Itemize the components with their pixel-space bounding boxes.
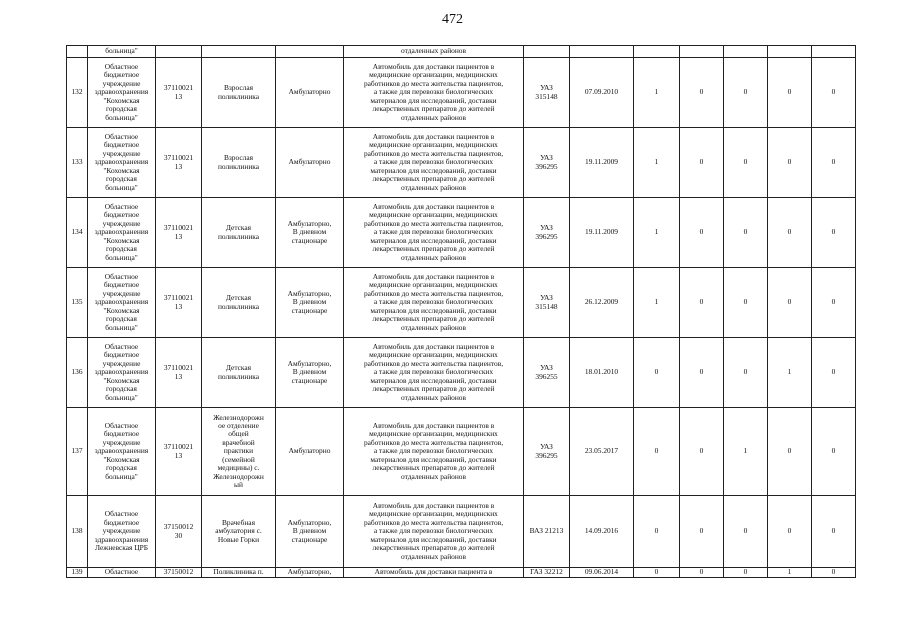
cell-date-text: 19.11.2009 [585, 158, 618, 167]
cell-count-5-text: 0 [831, 298, 836, 307]
cell-count-2 [680, 268, 724, 338]
cell-count-4-text: 1 [787, 568, 792, 577]
cell-institution [88, 198, 156, 268]
cell-vehicle-text: УАЗ 315148 [535, 84, 558, 101]
cell-purpose [344, 408, 524, 496]
cell-number [67, 46, 88, 58]
cell-count-5 [812, 198, 856, 268]
cell-care-type [276, 568, 344, 578]
cell-count-3 [724, 198, 768, 268]
cell-institution-text: Областное бюджетное учреждение здравоохранения "Кохомская городская больница" [94, 203, 149, 262]
cell-institution [88, 46, 156, 58]
cell-count-4 [768, 408, 812, 496]
cell-count-5-text: 0 [831, 228, 836, 237]
cell-institution-text: Областное [104, 568, 139, 577]
cell-purpose-text: Автомобиль для доставки пациентов в медицинские организации, медицинских работников до места жительства пациентов, а также для перевозки биологических материалов для исследований, доставки лекарственных препаратов до жителей отдаленных районов [363, 203, 504, 262]
cell-count-5 [812, 58, 856, 128]
cell-date [570, 338, 634, 408]
cell-number-text: 133 [71, 158, 83, 167]
cell-subdivision [202, 268, 276, 338]
cell-care-type [276, 408, 344, 496]
cell-vehicle-text: УАЗ 315148 [535, 294, 558, 311]
cell-institution [88, 128, 156, 198]
cell-vehicle-text: ГАЗ 32212 [530, 568, 563, 577]
cell-count-1-text: 1 [654, 298, 659, 307]
cell-count-2 [680, 568, 724, 578]
cell-number [67, 338, 88, 408]
cell-subdivision-text: Детская поликлиника [217, 294, 260, 311]
cell-vehicle [524, 128, 570, 198]
cell-count-3-text: 0 [743, 228, 748, 237]
cell-date [570, 58, 634, 128]
cell-number [67, 568, 88, 578]
cell-count-3 [724, 128, 768, 198]
vehicle-registry-table [66, 45, 856, 578]
table-row [67, 268, 856, 338]
cell-date-text: 26.12.2009 [584, 298, 619, 307]
cell-count-5 [812, 568, 856, 578]
cell-count-1-text: 0 [654, 447, 659, 456]
cell-number-text: 136 [71, 368, 83, 377]
cell-count-5 [812, 338, 856, 408]
cell-institution-text: Областное бюджетное учреждение здравоохранения "Кохомская городская больница" [94, 273, 149, 332]
table-row [67, 338, 856, 408]
cell-purpose [344, 268, 524, 338]
cell-count-2 [680, 198, 724, 268]
cell-code-text: 37110021 13 [163, 224, 194, 241]
cell-count-1 [634, 496, 680, 568]
cell-purpose-text: Автомобиль для доставки пациента в [374, 568, 493, 577]
cell-date [570, 568, 634, 578]
cell-code [156, 198, 202, 268]
cell-care-type-text: Амбулаторно [288, 158, 331, 167]
cell-institution-text: Областное бюджетное учреждение здравоохранения Лежневская ЦРБ [94, 510, 149, 553]
cell-date [570, 46, 634, 58]
cell-date [570, 198, 634, 268]
cell-institution-text: Областное бюджетное учреждение здравоохранения "Кохомская городская больница" [94, 133, 149, 192]
cell-count-2 [680, 128, 724, 198]
cell-date-text: 09.06.2014 [584, 568, 619, 577]
cell-count-4 [768, 46, 812, 58]
cell-count-4 [768, 568, 812, 578]
cell-institution-text: Областное бюджетное учреждение здравоохранения "Кохомская городская больница" [94, 422, 149, 481]
cell-count-4-text: 0 [787, 158, 792, 167]
cell-institution [88, 568, 156, 578]
cell-purpose-text: Автомобиль для доставки пациентов в медицинские организации, медицинских работников до места жительства пациентов, а также для перевозки биологических материалов для исследований, доставки лекарственных препаратов до жителей отдаленных районов [363, 502, 504, 561]
cell-count-4 [768, 58, 812, 128]
cell-vehicle-text: УАЗ 396255 [535, 364, 558, 381]
cell-number-text: 132 [71, 88, 83, 97]
cell-count-2 [680, 408, 724, 496]
cell-code [156, 46, 202, 58]
cell-number [67, 58, 88, 128]
cell-care-type [276, 128, 344, 198]
cell-care-type [276, 338, 344, 408]
cell-care-type [276, 198, 344, 268]
cell-vehicle [524, 46, 570, 58]
cell-count-3 [724, 268, 768, 338]
cell-code [156, 496, 202, 568]
cell-purpose-text: Автомобиль для доставки пациентов в медицинские организации, медицинских работников до места жительства пациентов, а также для перевозки биологических материалов для исследований, доставки лекарственных препаратов до жителей отдаленных районов [363, 133, 504, 192]
cell-vehicle [524, 198, 570, 268]
cell-code [156, 128, 202, 198]
cell-count-3-text: 1 [743, 447, 748, 456]
cell-purpose [344, 568, 524, 578]
cell-count-1 [634, 198, 680, 268]
cell-subdivision [202, 128, 276, 198]
cell-count-3 [724, 496, 768, 568]
cell-count-1-text: 1 [654, 228, 659, 237]
cell-count-3-text: 0 [743, 527, 748, 536]
cell-count-5-text: 0 [831, 527, 836, 536]
cell-count-5 [812, 496, 856, 568]
cell-count-1-text: 1 [654, 88, 659, 97]
cell-count-3 [724, 58, 768, 128]
cell-subdivision [202, 568, 276, 578]
table-row-fragment [67, 46, 856, 58]
cell-count-3 [724, 568, 768, 578]
cell-count-2 [680, 338, 724, 408]
cell-date [570, 408, 634, 496]
cell-count-4-text: 0 [787, 228, 792, 237]
table-row [67, 58, 856, 128]
cell-purpose [344, 46, 524, 58]
cell-number-text: 138 [71, 527, 83, 536]
cell-count-2-text: 0 [699, 158, 704, 167]
cell-count-3-text: 0 [743, 88, 748, 97]
cell-code [156, 268, 202, 338]
cell-count-5 [812, 268, 856, 338]
cell-count-5 [812, 46, 856, 58]
cell-count-3 [724, 46, 768, 58]
cell-count-1 [634, 268, 680, 338]
cell-subdivision-text: Железнодорожн ое отделение общей врачебной практики (семейной медицины) с. Железнодорожн ый [213, 413, 264, 489]
cell-subdivision-text: Детская поликлиника [217, 224, 260, 241]
cell-care-type-text: Амбулаторно, В дневном стационаре [287, 359, 332, 385]
cell-care-type-text: Амбулаторно, [287, 568, 332, 577]
cell-count-1 [634, 568, 680, 578]
cell-count-2-text: 0 [699, 228, 704, 237]
cell-number [67, 496, 88, 568]
cell-care-type [276, 58, 344, 128]
table-body [67, 46, 856, 578]
table-row [67, 496, 856, 568]
cell-count-4-text: 1 [787, 368, 792, 377]
cell-count-1-text: 1 [654, 158, 659, 167]
cell-vehicle-text: УАЗ 396295 [535, 154, 558, 171]
cell-count-4 [768, 128, 812, 198]
cell-count-3 [724, 338, 768, 408]
cell-institution [88, 58, 156, 128]
table-row [67, 568, 856, 578]
table-row [67, 198, 856, 268]
cell-count-2-text: 0 [699, 298, 704, 307]
cell-vehicle-text: УАЗ 396295 [535, 443, 558, 460]
cell-count-2-text: 0 [699, 527, 704, 536]
cell-subdivision-text: Взрослая поликлиника [217, 154, 260, 171]
cell-code-text: 37110021 13 [163, 294, 194, 311]
cell-count-3 [724, 408, 768, 496]
cell-code [156, 408, 202, 496]
cell-count-2 [680, 496, 724, 568]
cell-count-1 [634, 338, 680, 408]
cell-code-text: 37110021 13 [163, 443, 194, 460]
fragment-institution: больница" [105, 46, 138, 55]
cell-purpose-text: Автомобиль для доставки пациентов в медицинские организации, медицинских работников до места жительства пациентов, а также для перевозки биологических материалов для исследований, доставки лекарственных препаратов до жителей отдаленных районов [363, 63, 504, 122]
cell-date-text: 14.09.2016 [584, 527, 619, 536]
cell-institution [88, 338, 156, 408]
cell-subdivision [202, 496, 276, 568]
cell-code [156, 58, 202, 128]
cell-care-type-text: Амбулаторно, В дневном стационаре [287, 518, 332, 544]
cell-count-2-text: 0 [699, 368, 704, 377]
cell-count-1 [634, 46, 680, 58]
cell-subdivision [202, 408, 276, 496]
cell-count-3-text: 0 [743, 298, 748, 307]
cell-count-1-text: 0 [654, 568, 659, 577]
cell-count-4 [768, 198, 812, 268]
cell-vehicle-text: ВАЗ 21213 [529, 527, 564, 536]
cell-count-5-text: 0 [831, 568, 836, 577]
cell-subdivision [202, 58, 276, 128]
cell-purpose [344, 58, 524, 128]
cell-count-4-text: 0 [787, 527, 792, 536]
cell-count-1 [634, 58, 680, 128]
cell-count-4 [768, 338, 812, 408]
cell-care-type-text: Амбулаторно [288, 447, 331, 456]
cell-date-text: 23.05.2017 [584, 447, 619, 456]
cell-vehicle [524, 58, 570, 128]
cell-date-text: 19.11.2009 [585, 228, 618, 237]
cell-code [156, 338, 202, 408]
cell-vehicle [524, 496, 570, 568]
cell-purpose [344, 128, 524, 198]
cell-number-text: 139 [71, 568, 83, 577]
cell-care-type [276, 268, 344, 338]
cell-code-text: 37110021 13 [163, 364, 194, 381]
cell-purpose [344, 198, 524, 268]
cell-code-text: 37110021 13 [163, 84, 194, 101]
cell-count-2 [680, 58, 724, 128]
cell-care-type-text: Амбулаторно [288, 88, 331, 97]
cell-count-5-text: 0 [831, 158, 836, 167]
cell-number-text: 134 [71, 228, 83, 237]
cell-code-text: 37150012 [163, 568, 194, 577]
cell-count-2-text: 0 [699, 447, 704, 456]
cell-count-5-text: 0 [831, 368, 836, 377]
cell-count-3-text: 0 [743, 568, 748, 577]
cell-number [67, 198, 88, 268]
cell-care-type-text: Амбулаторно, В дневном стационаре [287, 219, 332, 245]
cell-subdivision [202, 46, 276, 58]
cell-count-1 [634, 408, 680, 496]
cell-count-5 [812, 128, 856, 198]
cell-code [156, 568, 202, 578]
cell-vehicle-text: УАЗ 396295 [535, 224, 558, 241]
cell-vehicle [524, 568, 570, 578]
cell-count-4-text: 0 [787, 88, 792, 97]
cell-count-4 [768, 268, 812, 338]
cell-institution-text: Областное бюджетное учреждение здравоохранения "Кохомская городская больница" [94, 63, 149, 122]
cell-count-5-text: 0 [831, 88, 836, 97]
cell-number [67, 268, 88, 338]
cell-institution [88, 496, 156, 568]
table-row [67, 128, 856, 198]
cell-count-2-text: 0 [699, 568, 704, 577]
cell-vehicle [524, 338, 570, 408]
cell-count-1-text: 0 [654, 527, 659, 536]
cell-count-4-text: 0 [787, 447, 792, 456]
cell-institution [88, 268, 156, 338]
cell-count-2 [680, 46, 724, 58]
cell-number [67, 128, 88, 198]
cell-count-3-text: 0 [743, 158, 748, 167]
cell-purpose-text: Автомобиль для доставки пациентов в медицинские организации, медицинских работников до места жительства пациентов, а также для перевозки биологических материалов для исследований, доставки лекарственных препаратов до жителей отдаленных районов [363, 273, 504, 332]
cell-purpose [344, 338, 524, 408]
cell-subdivision [202, 198, 276, 268]
cell-code-text: 37110021 13 [163, 154, 194, 171]
cell-subdivision-text: Детская поликлиника [217, 364, 260, 381]
cell-number [67, 408, 88, 496]
cell-count-4 [768, 496, 812, 568]
cell-care-type-text: Амбулаторно, В дневном стационаре [287, 289, 332, 315]
cell-institution [88, 408, 156, 496]
cell-subdivision-text: Врачебная амбулатория с. Новые Горки [215, 518, 262, 544]
cell-date [570, 268, 634, 338]
page-number: 472 [442, 12, 463, 27]
fragment-purpose: отдаленных районов [401, 46, 466, 55]
cell-subdivision-text: Взрослая поликлиника [217, 84, 260, 101]
cell-code-text: 37150012 30 [163, 523, 194, 540]
cell-purpose [344, 496, 524, 568]
cell-institution-text: Областное бюджетное учреждение здравоохранения "Кохомская городская больница" [94, 343, 149, 402]
cell-care-type [276, 496, 344, 568]
cell-number-text: 137 [71, 447, 83, 456]
cell-date [570, 128, 634, 198]
cell-date-text: 07.09.2010 [584, 88, 619, 97]
cell-care-type [276, 46, 344, 58]
cell-count-5 [812, 408, 856, 496]
cell-vehicle [524, 408, 570, 496]
table-row [67, 408, 856, 496]
cell-number-text: 135 [71, 298, 83, 307]
cell-subdivision [202, 338, 276, 408]
cell-count-1 [634, 128, 680, 198]
cell-date-text: 18.01.2010 [584, 368, 619, 377]
cell-count-5-text: 0 [831, 447, 836, 456]
cell-purpose-text: Автомобиль для доставки пациентов в медицинские организации, медицинских работников до места жительства пациентов, а также для перевозки биологических материалов для исследований, доставки лекарственных препаратов до жителей отдаленных районов [363, 343, 504, 402]
cell-count-1-text: 0 [654, 368, 659, 377]
cell-count-4-text: 0 [787, 298, 792, 307]
cell-count-2-text: 0 [699, 88, 704, 97]
cell-count-3-text: 0 [743, 368, 748, 377]
cell-vehicle [524, 268, 570, 338]
cell-subdivision-text: Поликлиника п. [213, 568, 264, 577]
cell-date [570, 496, 634, 568]
cell-purpose-text: Автомобиль для доставки пациентов в медицинские организации, медицинских работников до места жительства пациентов, а также для перевозки биологических материалов для исследований, доставки лекарственных препаратов до жителей отдаленных районов [363, 422, 504, 481]
